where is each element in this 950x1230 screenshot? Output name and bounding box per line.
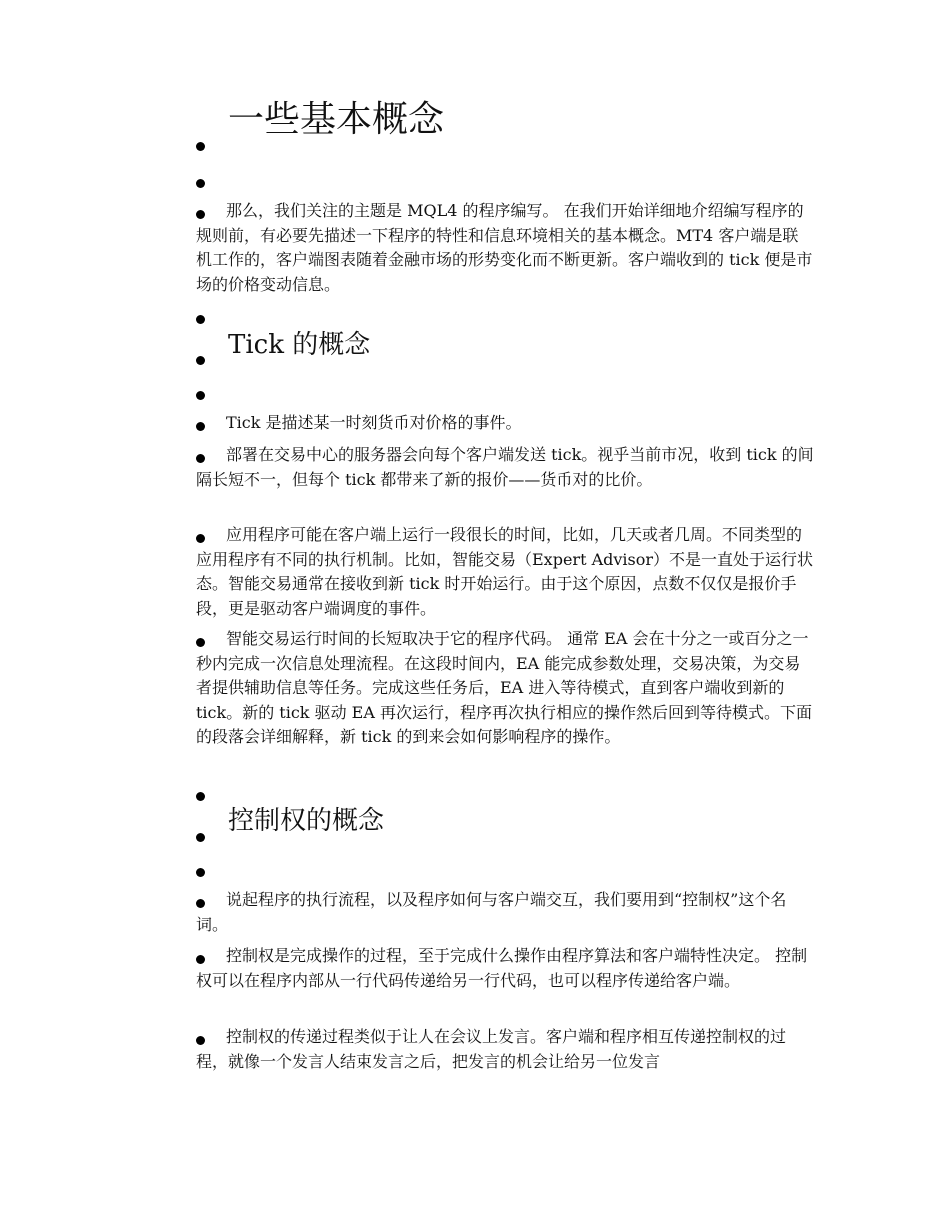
- bullet-empty: [196, 315, 205, 324]
- bullet: [196, 955, 205, 964]
- bullet: [196, 422, 205, 431]
- paragraph: [196, 1025, 814, 1074]
- bullet-empty: [196, 356, 205, 365]
- paragraph: [196, 199, 814, 297]
- bullet-empty: [196, 792, 205, 801]
- paragraph: [196, 443, 814, 492]
- bullet: [196, 1036, 205, 1045]
- section-heading-tick: Tick 的概念: [228, 330, 371, 360]
- paragraph-text: 那么，我们关注的主题是 MQL4 的程序编写。 在我们开始详细地介绍编写程序的规则前，有必要先描述一下程序的特性和信息环境相关的基本概念。MT4 客户端是联机工作的，客户端图表随着金融市场的形势变化而不断更新。客户端收到的 tick 便是市场的价格变动信息。: [196, 201, 813, 294]
- bullet-empty: [196, 868, 205, 877]
- paragraph: [196, 411, 814, 436]
- bullet-empty: [196, 833, 205, 842]
- bullet-empty: [196, 391, 205, 400]
- paragraph-text: 说起程序的执行流程，以及程序如何与客户端交互，我们要用到“控制权”这个名词。: [196, 890, 787, 934]
- bullet: [196, 534, 205, 543]
- page-title: 一些基本概念: [228, 99, 445, 140]
- paragraph-text: 控制权是完成操作的过程，至于完成什么操作由程序算法和客户端特性决定。 控制权可以在程序内部从一行代码传递给另一行代码，也可以程序传递给客户端。: [196, 946, 808, 990]
- bullet: [196, 638, 205, 647]
- paragraph-text: 部署在交易中心的服务器会向每个客户端发送 tick。视乎当前市况，收到 tick 的间隔长短不一，但每个 tick 都带来了新的报价——货币对的比价。: [196, 445, 814, 489]
- bullet: [196, 210, 205, 219]
- paragraph: [196, 888, 814, 937]
- paragraph-text: Tick 是描述某一时刻货币对价格的事件。: [226, 413, 522, 432]
- paragraph-text: 应用程序可能在客户端上运行一段很长的时间，比如，几天或者几周。不同类型的应用程序有不同的执行机制。比如，智能交易（Expert Advisor）不是一直处于运行状态。智能交易通常在接收到新 tick 时开始运行。由于这个原因，点数不仅仅是报价手段，更是驱动客户端调度的事件。: [196, 525, 814, 618]
- paragraph-text: 智能交易运行时间的长短取决于它的程序代码。 通常 EA 会在十分之一或百分之一秒内完成一次信息处理流程。在这段时间内，EA 能完成参数处理，交易决策，为交易者提供辅助信息等任务。完成这些任务后，EA 进入等待模式，直到客户端收到新的 tick。新的 tick 驱动 EA 再次运行，程序再次执行相应的操作然后回到等待模式。下面的段落会详细解释，新 tick 的到来会如何影响程序的操作。: [196, 629, 812, 747]
- bullet-empty: [196, 179, 205, 188]
- paragraph: [196, 627, 814, 750]
- bullet: [196, 899, 205, 908]
- bullet: [196, 454, 205, 463]
- bullet-empty: [196, 142, 205, 151]
- paragraph: [196, 523, 814, 621]
- paragraph-text: 控制权的传递过程类似于让人在会议上发言。客户端和程序相互传递控制权的过程，就像一个发言人结束发言之后，把发言的机会让给另一位发言: [196, 1027, 787, 1071]
- section-heading-control: 控制权的概念: [228, 806, 385, 836]
- paragraph: [196, 944, 814, 993]
